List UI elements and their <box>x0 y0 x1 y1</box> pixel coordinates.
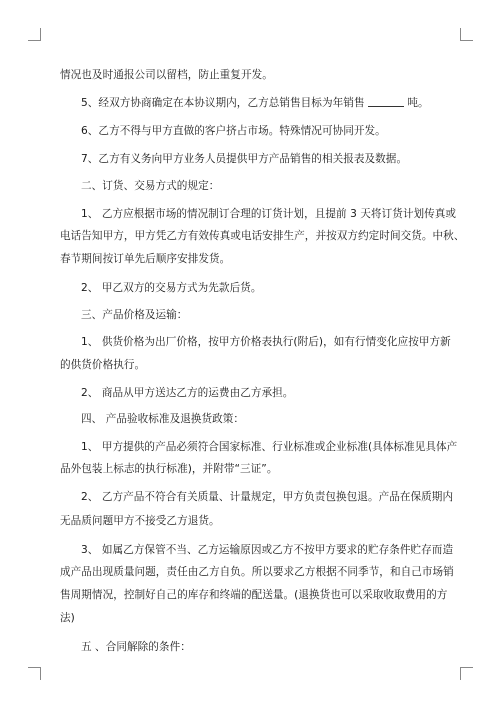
section-2-item-1-line: 电话告知甲方，甲方凭乙方有效传真或电话安排生产，并按双方约定时间交货。中秋、 <box>60 230 465 242</box>
section-3-item-1-line: 1、 供货价格为出厂价格，按甲方价格表执行(附后)，如有行情变化应按甲方新 <box>81 336 451 348</box>
section-4-heading: 四、 产品验收标准及退换货政策： <box>81 413 245 425</box>
clause-6-line: 6、乙方不得与甲方直做的客户挤占市场。特殊情况可协同开发。 <box>81 125 386 137</box>
section-4-item-3-line: 成产品出现质量问题，责任由乙方自负。所以要求乙方根据不同季节，和自己市场销 <box>60 566 454 578</box>
section-4-item-1-line: 品外包装上标志的执行标准)，并附带“三证”。 <box>60 463 278 475</box>
paragraph-line: 情况也及时通报公司以留档，防止重复开发。 <box>60 69 273 81</box>
section-4-item-2-line: 2、 乙方产品不符合有关质量、计量规定，甲方负责包换包退。产品在保质期内 <box>81 491 454 503</box>
clause-5-text: 5、经双方协商确定在本协议期内，乙方总销售目标为年销售 <box>81 97 365 109</box>
crop-mark-bottom-left <box>28 667 41 680</box>
section-2-item-2-line: 2、 甲乙双方的交易方式为先款后货。 <box>81 282 262 294</box>
section-2-item-1-line: 1、 乙方应根据市场的情况制订合理的订货计划，且提前 3 天将订货计划传真或 <box>81 208 457 220</box>
section-4-item-3-line: 法) <box>60 612 75 624</box>
section-2-item-1-line: 春节期间按订单先后顺序安排发货。 <box>60 253 231 265</box>
crop-mark-top-left <box>28 28 41 41</box>
clause-5-unit: 吨。 <box>407 97 429 109</box>
sales-target-blank[interactable] <box>368 96 404 107</box>
section-4-item-2-line: 无品质问题甲方不接受乙方退货。 <box>60 515 220 527</box>
section-3-heading: 三、产品价格及运输： <box>81 309 188 321</box>
section-3-item-1-line: 的供货价格执行。 <box>60 359 146 371</box>
section-5-heading: 五 、合同解除的条件： <box>81 641 191 653</box>
clause-7-line: 7、乙方有义务向甲方业务人员提供甲方产品销售的相关报表及数据。 <box>81 153 408 165</box>
section-4-item-3-line: 售周期情况，控制好自己的库存和终端的配送量。(退换货也可以采取收取费用的方 <box>60 589 448 601</box>
section-4-item-3-line: 3、 如属乙方保管不当、乙方运输原因或乙方不按甲方要求的贮存条件贮存而造 <box>81 544 454 556</box>
crop-mark-bottom-right <box>460 667 473 680</box>
section-3-item-2-line: 2、 商品从甲方送达乙方的运费由乙方承担。 <box>81 387 294 399</box>
crop-mark-top-right <box>460 28 473 41</box>
section-2-heading: 二、订货、交易方式的规定： <box>81 180 220 192</box>
clause-5-line <box>81 96 471 110</box>
section-4-item-1-line: 1、 甲方提供的产品必须符合国家标准、行业标准或企业标准(具体标准见具体产 <box>81 441 458 453</box>
